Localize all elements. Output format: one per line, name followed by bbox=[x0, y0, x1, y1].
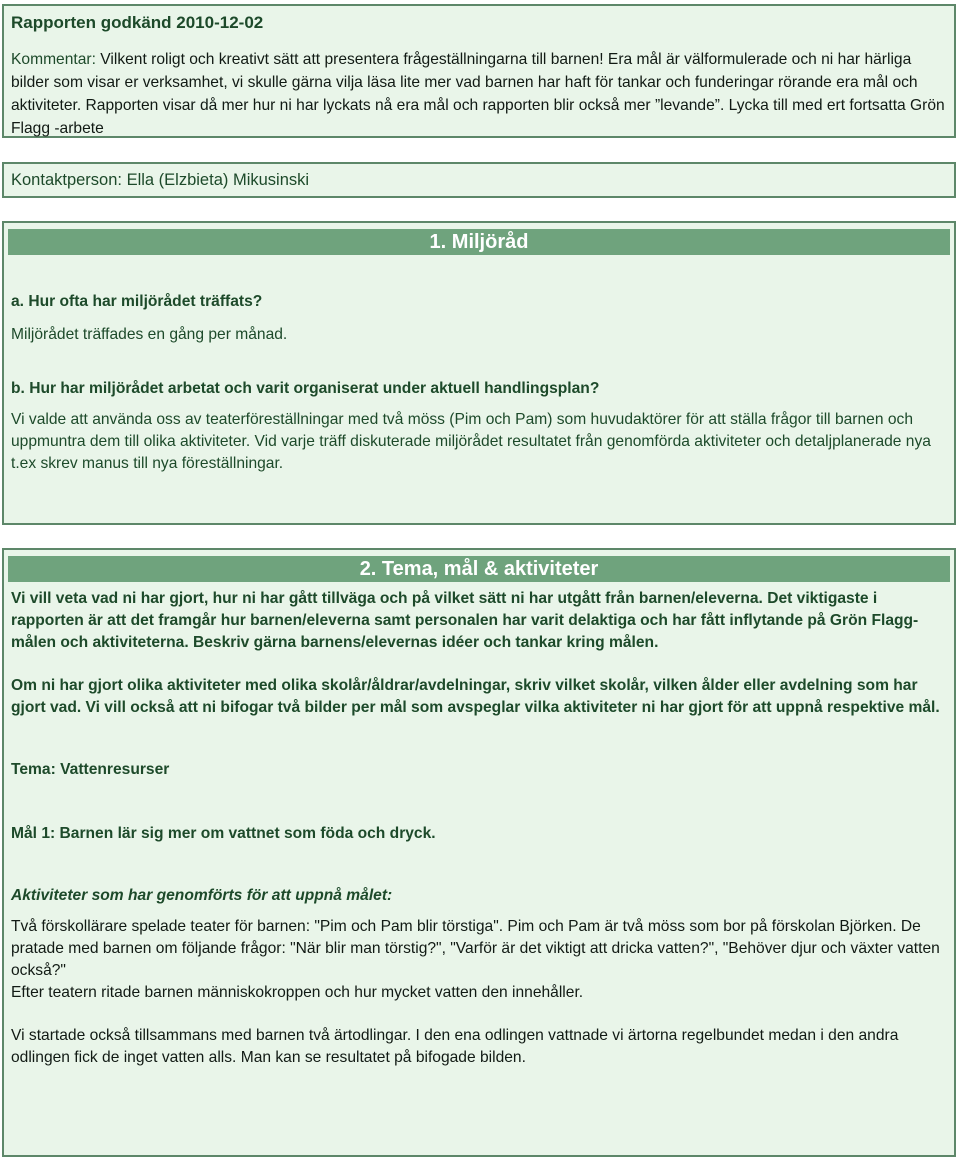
section-heading-theme: 2. Tema, mål & aktiviteter bbox=[8, 556, 950, 582]
comment-label: Kommentar: bbox=[11, 51, 96, 68]
council-section bbox=[2, 221, 956, 525]
theme-name: Tema: Vattenresurser bbox=[11, 761, 170, 778]
comment-paragraph bbox=[11, 48, 947, 140]
activities-heading: Aktiviteter som har genomförts för att uppnå målet: bbox=[11, 887, 393, 904]
section-heading-council: 1. Miljöråd bbox=[8, 229, 950, 255]
theme-section bbox=[2, 548, 956, 1157]
activity-paragraph-3: Vi startade också tillsammans med barnen två ärtodlingar. I den ena odlingen vattnade vi ärtorna regelbundet medan i den andra odlingen fick de inget vatten alls. Man kan se resultatet på bifogade bilden. bbox=[11, 1027, 899, 1066]
activity-paragraph-2: Efter teatern ritade barnen människokroppen och hur mycket vatten den innehåller. bbox=[11, 984, 584, 1001]
contact-box bbox=[2, 162, 956, 198]
comment-text: Vilkent roligt och kreativt sätt att presentera frågeställningarna till barnen! Era mål är välformulerade och ni har härliga bilder som visar er verksamhet, vi skulle gärna vilja läsa lite mer vad barnen har haft för tankar och funderingar rörande era mål och aktiviteter. Rapporten visar då mer hur ni har lyckats nå era mål och rapporten blir också mer ”levande”. Lycka till med ert fortsatta Grön Flagg -arbete bbox=[11, 51, 945, 137]
question-a: a. Hur ofta har miljörådet träffats? bbox=[11, 293, 263, 310]
theme-intro-1: Vi vill veta vad ni har gjort, hur ni har gått tillväga och på vilket sätt ni har utgått från barnen/eleverna. Det viktigaste i rapporten är att det framgår hur barnen/eleverna samt personalen har varit delaktiga och har fått inflytande på Grön Flagg- målen och aktiviteterna. Beskriv gärna barnens/elevernas idéer och tankar kring målen. bbox=[11, 590, 919, 651]
answer-a: Miljörådet träffades en gång per månad. bbox=[11, 326, 288, 343]
question-b: b. Hur har miljörådet arbetat och varit organiserat under aktuell handlingsplan? bbox=[11, 380, 600, 397]
activity-paragraph-1: Två förskollärare spelade teater för barnen: "Pim och Pam blir törstiga". Pim och Pam är två möss som bor på förskolan Björken. De pratade med barnen om följande frågor: "När blir man törstig?", "Varför är det viktigt att dricka vatten?", "Behöver djur och växter vatten också?" bbox=[11, 918, 940, 979]
goal-1: Mål 1: Barnen lär sig mer om vattnet som föda och dryck. bbox=[11, 825, 436, 842]
contact-person: Kontaktperson: Ella (Elzbieta) Mikusinski bbox=[11, 171, 310, 189]
answer-b: Vi valde att använda oss av teaterföreställningar med två möss (Pim och Pam) som huvudaktörer för att ställa frågor till barnen och uppmuntra dem till olika aktiviteter. Vid varje träff diskuterade miljörådet resultatet från genomförda aktiviteter och detaljplanerade nya t.ex skrev manus till nya föreställningar. bbox=[11, 411, 931, 472]
theme-intro-2: Om ni har gjort olika aktiviteter med olika skolår/åldrar/avdelningar, skriv vilket skolår, vilken ålder eller avdelning som har gjort vad. Vi vill också att ni bifogar två bilder per mål som avspeglar vilka aktiviteter ni har gjort för att uppnå respektive mål. bbox=[11, 677, 940, 716]
approval-box bbox=[2, 4, 956, 138]
approval-title: Rapporten godkänd 2010-12-02 bbox=[11, 13, 264, 32]
